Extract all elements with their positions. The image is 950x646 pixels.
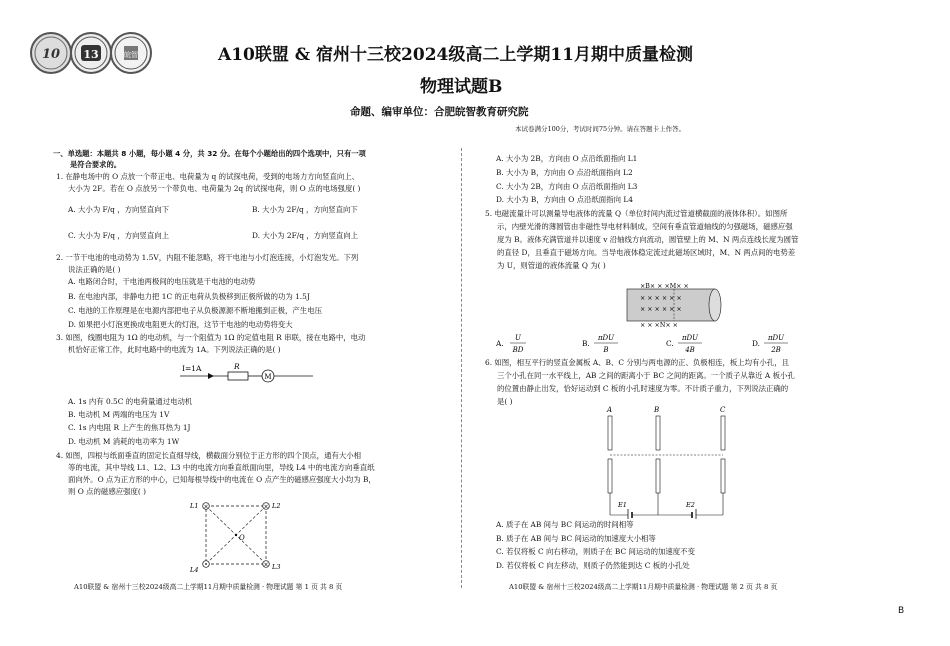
version-marker: B — [898, 606, 905, 616]
q2-option-d: D. 如果把小灯泡更换成电阻更大的灯泡，这节干电池的电动势将变大 — [68, 320, 293, 329]
q6-line2: 三个小孔在同一水平线上，AB 之间的距离小于 BC 之间的距离。一个质子从靠近 A 板小孔 — [497, 371, 795, 380]
exam-title: A10联盟 & 宿州十三校2024级高二上学期11月期中质量检测 — [218, 45, 694, 65]
q4-line2: 等的电流，其中导线 L1、L2、L3 中的电流方向垂直纸面向里，导线 L4 中的电流方向垂直纸 — [68, 463, 375, 472]
q1-option-c: C. 大小为 F/q ，方向竖直向上 — [68, 231, 170, 240]
pipe-icon — [627, 289, 715, 321]
q5-option-c-den: 4B — [685, 346, 695, 354]
logo-wanzhi — [110, 32, 152, 74]
q5-line5: 为 U，则管道的液体流量 Q 为( ) — [497, 261, 606, 270]
q6-fig-c: C — [720, 406, 726, 414]
plate-c-icon — [721, 416, 725, 450]
q6-plates-figure — [598, 403, 738, 519]
q2-line2: 说法正确的是( ) — [68, 265, 121, 274]
plate-a-icon — [608, 416, 612, 450]
q5-option-b-label: B. — [582, 339, 590, 348]
q2-option-a: A. 电路闭合时，干电池两极间的电压就是干电池的电动势 — [68, 277, 256, 286]
q4-wires-figure — [186, 496, 288, 574]
q6-option-d: D. 若仅将板 C 向左移动，则质子仍然能到达 C 板的小孔处 — [496, 561, 690, 570]
q5-option-c-label: C. — [666, 339, 674, 348]
wanzhi-seal-icon — [112, 34, 150, 72]
q3-circuit-figure — [178, 362, 318, 388]
q6-line4: 是( ) — [497, 397, 513, 406]
q3-option-a: A. 1s 内有 0.5C 的电荷量通过电动机 — [68, 397, 193, 406]
column-divider — [461, 148, 462, 588]
current-arrow-icon — [208, 373, 214, 379]
q5-option-b-num: πDU — [597, 334, 615, 342]
svg-text:×: × — [263, 561, 269, 569]
q2-line1: 2. 一节干电池的电动势为 1.5V，内阻不能忽略，将干电池与小灯泡连接，小灯泡发光。下列 — [56, 253, 359, 262]
q3-option-d: D. 电动机 M 消耗的电功率为 1W — [68, 437, 180, 446]
exam-subtitle: 物理试题B — [420, 77, 503, 97]
q1-option-b: B. 大小为 2F/q ，方向竖直向下 — [252, 205, 358, 214]
q4-fig-l2: L2 — [272, 502, 281, 510]
q5-option-a-num: U — [515, 334, 521, 342]
svg-text:13: 13 — [83, 48, 99, 61]
q5-option-d-den: 2B — [771, 346, 781, 354]
q6-fig-e1: E1 — [618, 501, 627, 509]
q5-option-d-label: D. — [752, 339, 761, 348]
section-heading-2: 是符合要求的。 — [70, 160, 122, 169]
q5-line4: 的直径 D，且垂直于磁场方向。当导电液体稳定流过此磁场区域时，M、N 两点间的电势差 — [497, 248, 796, 257]
q4-fig-l4: L4 — [190, 566, 199, 574]
thirteen-seal-icon — [72, 34, 110, 72]
q4-option-c: C. 大小为 2B，方向由 O 点沿纸面指向 L3 — [496, 182, 638, 191]
logo-alliance — [30, 32, 72, 74]
q4-fig-o: O — [239, 534, 245, 542]
q5-pipe-figure — [622, 281, 726, 329]
exam-note: 本试卷满分100分，考试时间75分钟。请在答题卡上作答。 — [515, 125, 686, 133]
q1-line2: 大小为 2F。若在 O 点放另一个带负电、电荷量为 2q 的试探电荷，则 O 点的电场强度( ) — [68, 184, 361, 193]
q3-option-c: C. 1s 内电阻 R 上产生的焦耳热为 1J — [68, 423, 191, 432]
q5-line2: 示，内壁光滑的薄圆管由非磁性导电材料制成，空间有垂直管道轴线的匀强磁场，磁感应强 — [497, 222, 793, 231]
q5-fig-row3: × × × × × × — [640, 306, 682, 313]
q6-option-a: A. 质子在 AB 间与 BC 间运动的时间相等 — [496, 520, 634, 529]
q6-option-c: C. 若仅将板 C 向右移动，则质子在 BC 间运动的加速度不变 — [496, 547, 695, 556]
resistor-icon — [228, 372, 248, 380]
q6-line1: 6. 如图，相互平行的竖直金属板 A、B、C 分别与两电源的正、负极相连，板上均有小孔，且 — [485, 358, 789, 367]
q3-fig-m: M — [264, 373, 272, 381]
section-heading: 一、单选题：本题共 8 小题，每小题 4 分，共 32 分。在每个小题给出的四个选项中，只有一项 — [53, 149, 366, 158]
q6-fig-a: A — [607, 406, 613, 414]
q5-line3: 度为 B。液体充满管道并以速度 v 沿轴线方向流动，圆管壁上的 M、N 两点连线长度为圆管 — [497, 235, 799, 244]
q5-option-a-den: BD — [512, 346, 524, 354]
q4-line1: 4. 如图，四根与纸面垂直的固定长直细导线，横截面分别位于正方形的四个顶点，通有大小相 — [56, 451, 362, 460]
q3-line2: 机恰好正常工作，此时电路中的电流为 1A。下列说法正确的是( ) — [68, 345, 281, 354]
alliance-seal-icon — [32, 34, 70, 72]
q5-option-d-num: πDU — [767, 334, 785, 342]
q6-line3: 的位置由静止出发，恰好运动到 C 板的小孔时速度为零。不计质子重力，下列说法正确的 — [497, 384, 789, 393]
q5-option-b-den: B — [603, 346, 609, 354]
q4-fig-l1: L1 — [190, 502, 199, 510]
plate-b-icon — [656, 416, 660, 450]
q5-line1: 5. 电磁流量计可以测量导电液体的流量 Q（单位时间内流过管道横截面的液体体积）。如图所 — [485, 209, 788, 218]
q4-option-d: D. 大小为 B，方向由 O 点沿纸面指向 L4 — [496, 195, 633, 204]
q1-option-d: D. 大小为 2F/q ，方向竖直向上 — [252, 231, 359, 240]
authors-line: 命题、编审单位：合肥皖智教育研究院 — [350, 106, 529, 118]
q6-fig-e2: E2 — [686, 501, 695, 509]
q3-line1: 3. 如图，线圈电阻为 1Ω 的电动机，与一个阻值为 1Ω 的定值电阻 R 串联，接在电路中，电动 — [56, 333, 366, 342]
q5-fig-row4: × × ×N× × — [640, 322, 678, 329]
q5-fig-row1: ×B× × ×M× × — [640, 283, 689, 290]
q1-line1: 1. 在静电场中的 O 点放一个带正电、电荷量为 q 的试探电荷，受到的电场力方向竖直向上、 — [56, 172, 360, 181]
q5-options — [496, 331, 836, 357]
q3-fig-current: I=1A — [182, 364, 202, 373]
q4-line3: 面向外。O 点为正方形的中心，已知每根导线中的电流在 O 点产生的磁感应强度大小均为 B， — [68, 475, 376, 484]
footer-left: A10联盟 & 宿州十三校2024级高二上学期11月期中质量检测 · 物理试题 第 1 页 共 8 页 — [74, 583, 343, 591]
q1-option-a: A. 大小为 F/q ，方向竖直向下 — [68, 205, 169, 214]
q4-fig-l3: L3 — [272, 563, 281, 571]
q3-option-b: B. 电动机 M 两端的电压为 1V — [68, 410, 170, 419]
q6-option-b: B. 质子在 AB 间与 BC 间运动的加速度大小相等 — [496, 534, 656, 543]
logo-thirteen — [70, 32, 112, 74]
q5-option-a-label: A. — [496, 339, 504, 348]
q3-fig-r: R — [234, 362, 240, 371]
svg-text:×: × — [203, 503, 209, 511]
q5-option-c-num: πDU — [681, 334, 699, 342]
svg-text:10: 10 — [41, 47, 61, 62]
footer-right: A10联盟 & 宿州十三校2024级高二上学期11月期中质量检测 · 物理试题 第 2 页 共 8 页 — [509, 583, 778, 591]
q2-option-c: C. 电池的工作原理是在电源内部把电子从负极源源不断地搬到正极，产生电压 — [68, 306, 322, 315]
q2-option-b: B. 在电池内部，非静电力把 1C 的正电荷从负极移到正极所做的功为 1.5J — [68, 292, 310, 301]
q5-fig-row2: × × × × × × — [640, 295, 682, 302]
svg-text:×: × — [263, 503, 269, 511]
svg-text:皖智: 皖智 — [124, 51, 138, 59]
q4-line4: 则 O 点的磁感应强度( ) — [68, 487, 146, 496]
q6-fig-b: B — [654, 406, 660, 414]
q4-option-a: A. 大小为 2B，方向由 O 点沿纸面指向 L1 — [496, 154, 638, 163]
q4-option-b: B. 大小为 B，方向由 O 点沿纸面指向 L2 — [496, 168, 633, 177]
